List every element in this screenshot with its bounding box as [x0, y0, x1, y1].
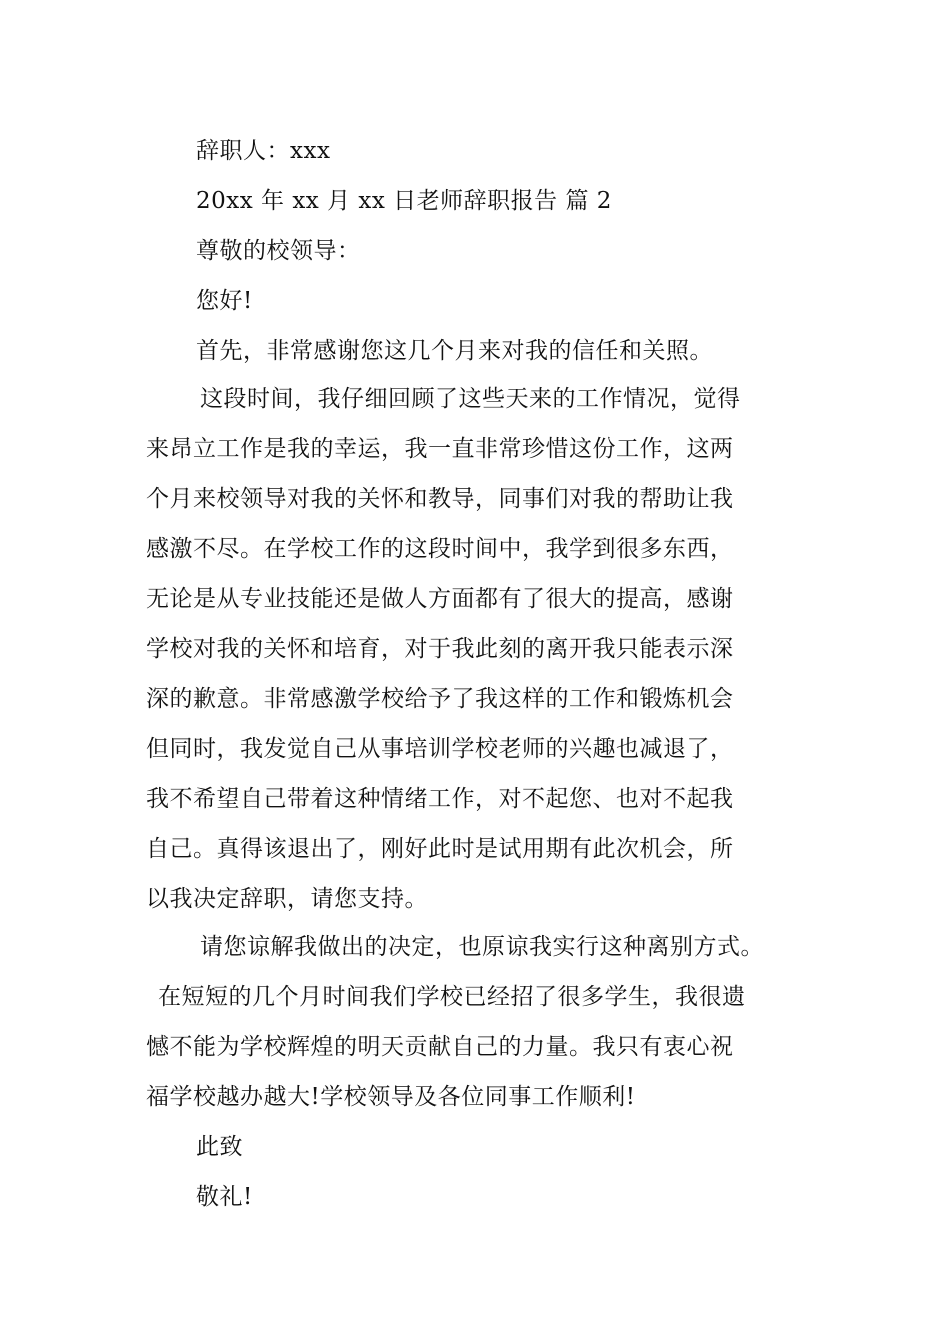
paragraph-line: 首先，非常感谢您这几个月来对我的信任和关照。 — [196, 338, 713, 364]
report-title-line: 20xx 年 xx 月 xx 日老师辞职报告 篇 2 — [196, 188, 612, 214]
paragraph-line: 我不希望自己带着这种情绪工作，对不起您、也对不起我 — [146, 786, 734, 812]
closing-line: 此致 — [196, 1134, 243, 1160]
paragraph-line: 憾不能为学校辉煌的明天贡献自己的力量。我只有衷心祝 — [146, 1034, 734, 1060]
paragraph-line: 来昂立工作是我的幸运，我一直非常珍惜这份工作，这两 — [146, 436, 734, 462]
paragraph-line: 无论是从专业技能还是做人方面都有了很大的提高，感谢 — [146, 586, 734, 612]
paragraph-line: 这段时间，我仔细回顾了这些天来的工作情况，觉得 — [200, 386, 741, 412]
paragraph-line: 学校对我的关怀和培育，对于我此刻的离开我只能表示深 — [146, 636, 734, 662]
paragraph-line: 但同时，我发觉自己从事培训学校老师的兴趣也减退了， — [146, 736, 734, 762]
closing-salute-line: 敬礼! — [196, 1184, 253, 1210]
paragraph-line: 以我决定辞职，请您支持。 — [146, 886, 428, 912]
resigner-line: 辞职人：xxx — [196, 138, 331, 164]
paragraph-line: 请您谅解我做出的决定，也原谅我实行这种离别方式。 — [200, 934, 764, 960]
paragraph-line: 在短短的几个月时间我们学校已经招了很多学生，我很遗 — [158, 984, 746, 1010]
paragraph-line: 个月来校领导对我的关怀和教导，同事们对我的帮助让我 — [146, 486, 734, 512]
paragraph-line: 感激不尽。在学校工作的这段时间中，我学到很多东西， — [146, 536, 734, 562]
greeting-line: 您好! — [196, 288, 253, 314]
paragraph-line: 自己。真得该退出了，刚好此时是试用期有此次机会，所 — [146, 836, 734, 862]
paragraph-line: 福学校越办越大!学校领导及各位同事工作顺利! — [146, 1084, 636, 1110]
salutation-line: 尊敬的校领导： — [196, 238, 361, 264]
paragraph-line: 深的歉意。非常感激学校给予了我这样的工作和锻炼机会 — [146, 686, 734, 712]
